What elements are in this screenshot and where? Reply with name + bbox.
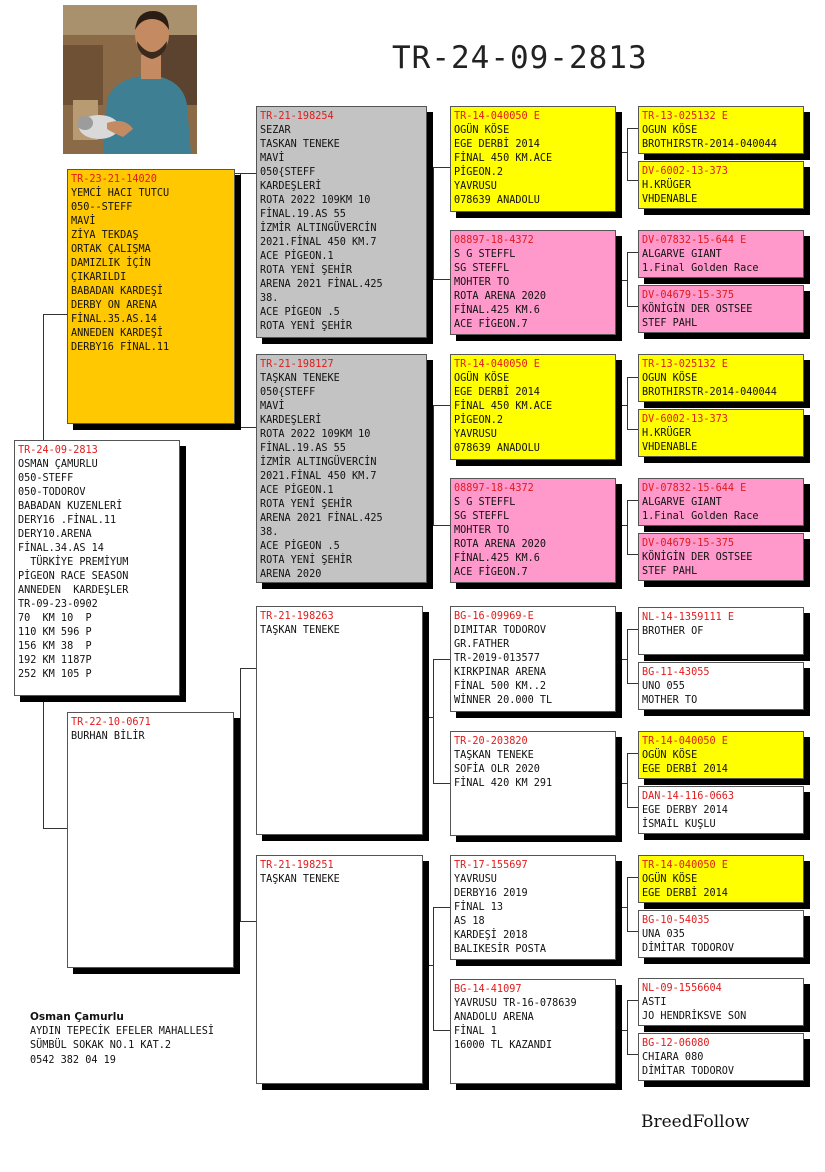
card-detail-line: KÖNİGİN DER OSTSEE	[642, 304, 753, 315]
card-detail-line: OGÜN KÖSE	[642, 874, 698, 885]
card-detail-line: OGUN KÖSE	[642, 125, 698, 136]
ring-number: BG-10-54035	[642, 915, 710, 926]
card-detail-line: ANNEDEN KARDEŞİ	[71, 328, 164, 339]
card-detail-line: ORTAK ÇALIŞMA	[71, 244, 151, 255]
ring-number: DV-04679-15-375	[642, 290, 735, 301]
card-detail-line: EGE DERBİ 2014	[454, 387, 540, 398]
card-detail-line: 2021.FİNAL 450 KM.7	[260, 471, 377, 482]
pedigree-card-dss[interactable]	[450, 606, 616, 712]
owner-photo-illustration	[63, 5, 197, 154]
ring-number: DAN-14-116-0663	[642, 791, 735, 802]
card-detail-line: SOFİA OLR 2020	[454, 764, 540, 775]
pedigree-card-dds[interactable]	[450, 855, 616, 960]
card-detail-line: DIMITAR TODOROV	[454, 625, 547, 636]
card-detail-line: TASKAN TENEKE	[260, 139, 340, 150]
card-detail-line: DERY10.ARENA	[18, 529, 92, 540]
card-detail-line: STEF PAHL	[642, 318, 698, 329]
card-detail-line: TAŞKAN TENEKE	[260, 625, 340, 636]
pedigree-card-sire-sire[interactable]	[256, 106, 427, 338]
card-detail-line: UNA 035	[642, 929, 685, 940]
card-detail-line: PİGEON.2	[454, 167, 504, 178]
card-detail-line: ÇIKARILDI	[71, 272, 127, 283]
card-detail-line: BROTHIRSTR-2014-040044	[642, 387, 777, 398]
card-detail-line: BROTHIRSTR-2014-040044	[642, 139, 777, 150]
card-detail-line: DERBY16 FİNAL.11	[71, 342, 170, 353]
card-detail-line: ANNEDEN KARDEŞLER	[18, 585, 129, 596]
owner-address-line-2: SÜMBÜL SOKAK NO.1 KAT.2	[30, 1040, 172, 1051]
pedigree-card-dsd[interactable]	[450, 731, 616, 836]
card-detail-line: 156 KM 38 P	[18, 641, 92, 652]
card-detail-line: OSMAN ÇAMURLU	[18, 459, 98, 470]
card-detail-line: 70 KM 10 P	[18, 613, 92, 624]
pedigree-card-sdss[interactable]	[638, 354, 804, 402]
ring-number: 08897-18-4372	[454, 483, 534, 494]
card-detail-line: ACE PİGEON.1	[260, 251, 334, 262]
card-detail-line: ROTA 2022 109KM 10	[260, 429, 371, 440]
card-detail-line: OGÜN KÖSE	[454, 373, 510, 384]
card-detail-line: YAVRUSU	[454, 429, 497, 440]
card-detail-line: KIRKPINAR ARENA	[454, 667, 547, 678]
ring-number: TR-13-025132 E	[642, 111, 728, 122]
pedigree-card-ddsd[interactable]	[638, 910, 804, 958]
pedigree-card-dam-dam[interactable]	[256, 855, 423, 1084]
card-detail-line: İZMİR ALTINGÜVERCİN	[260, 457, 377, 468]
owner-photo	[63, 5, 197, 154]
ring-number: 08897-18-4372	[454, 235, 534, 246]
card-detail-line: UNO 055	[642, 681, 685, 692]
pedigree-card-sds[interactable]	[450, 354, 616, 460]
card-detail-line: EGE DERBİ 2014	[642, 764, 728, 775]
owner-address-line-1: AYDIN TEPECİK EFELER MAHALLESİ	[30, 1025, 215, 1037]
ring-number: NL-09-1556604	[642, 983, 722, 994]
card-detail-line: GR.FATHER	[454, 639, 510, 650]
pedigree-card-ssds[interactable]	[638, 230, 804, 278]
pedigree-card-dssd[interactable]	[638, 662, 804, 710]
card-detail-line: DERBY16 2019	[454, 888, 528, 899]
card-detail-line: S G STEFFL	[454, 497, 516, 508]
card-detail-line: 050{STEFF	[260, 387, 316, 398]
card-detail-line: ALGARVE GIANT	[642, 249, 722, 260]
card-detail-line: FİNAL 500 KM..2	[454, 681, 547, 692]
card-detail-line: OGÜN KÖSE	[454, 125, 510, 136]
card-detail-line: FİNAL.34.AS 14	[18, 543, 104, 554]
card-detail-line: TR-09-23-0902	[18, 599, 98, 610]
card-detail-line: BROTHER OF	[642, 626, 704, 637]
card-detail-line: ARENA 2021 FİNAL.425	[260, 513, 383, 524]
ring-number: TR-14-040050 E	[642, 736, 728, 747]
card-detail-line: AS 18	[454, 916, 485, 927]
card-detail-line: FİNAL.19.AS 55	[260, 443, 346, 454]
card-detail-line: FİNAL.425 KM.6	[454, 305, 540, 316]
pedigree-card-dsds[interactable]	[638, 731, 804, 779]
card-detail-line: FİNAL.425 KM.6	[454, 553, 540, 564]
pedigree-card-ssdd[interactable]	[638, 285, 804, 333]
card-detail-line: ASTI	[642, 997, 667, 1008]
card-detail-line: BABADAN KUZENLERİ	[18, 501, 123, 512]
ring-number: TR-14-040050 E	[454, 111, 540, 122]
card-detail-line: İZMİR ALTINGÜVERCİN	[260, 223, 377, 234]
card-detail-line: OGÜN KÖSE	[642, 750, 698, 761]
card-detail-line: ROTA YENİ ŞEHİR	[260, 555, 353, 566]
card-detail-line: MOHTER TO	[454, 277, 510, 288]
card-detail-line: WİNNER 20.000 TL	[454, 695, 553, 706]
ring-number: TR-14-040050 E	[642, 860, 728, 871]
card-detail-line: KARDEŞİ 2018	[454, 930, 528, 941]
card-detail-line: CHIARA 080	[642, 1052, 704, 1063]
card-detail-line: ROTA YENİ ŞEHİR	[260, 265, 353, 276]
card-detail-line: İSMAİL KUŞLU	[642, 819, 716, 830]
card-detail-line: ZİYA TEKDAŞ	[71, 230, 139, 241]
card-detail-line: FİNAL 450 KM.ACE	[454, 153, 553, 164]
card-detail-line: SG STEFFL	[454, 511, 510, 522]
ring-number: DV-07832-15-644 E	[642, 235, 747, 246]
card-detail-line: MAVİ	[71, 216, 96, 227]
card-detail-line: YAVRUSU	[454, 874, 497, 885]
card-detail-line: 078639 ANADOLU	[454, 443, 540, 454]
card-detail-line: ARENA 2021 FİNAL.425	[260, 279, 383, 290]
card-detail-line: S G STEFFL	[454, 249, 516, 260]
card-detail-line: VHDENABLE	[642, 442, 698, 453]
card-detail-line: 192 KM 1187P	[18, 655, 92, 666]
card-detail-line: PİGEON RACE SEASON	[18, 571, 129, 582]
card-detail-line: ROTA ARENA 2020	[454, 539, 547, 550]
ring-number: TR-21-198127	[260, 359, 334, 370]
card-detail-line: EGE DERBY 2014	[642, 805, 728, 816]
pedigree-card-sire-dam[interactable]	[256, 354, 427, 583]
card-detail-line: EGE DERBİ 2014	[642, 888, 728, 899]
card-detail-line: 2021.FİNAL 450 KM.7	[260, 237, 377, 248]
pedigree-card-sssd[interactable]	[638, 161, 804, 209]
ring-number: TR-21-198251	[260, 860, 334, 871]
ring-number: TR-20-203820	[454, 736, 528, 747]
card-detail-line: TAŞKAN TENEKE	[454, 750, 534, 761]
card-detail-line: FİNAL.19.AS 55	[260, 209, 346, 220]
card-detail-line: FİNAL 1	[454, 1026, 497, 1037]
card-detail-line: FİNAL 450 KM.ACE	[454, 401, 553, 412]
pedigree-card-ssss[interactable]	[638, 106, 804, 154]
card-detail-line: SG STEFFL	[454, 263, 510, 274]
pedigree-card-sdds[interactable]	[638, 478, 804, 526]
card-detail-line: BURHAN BİLİR	[71, 731, 145, 742]
card-detail-line: DERY16 .FİNAL.11	[18, 515, 117, 526]
card-detail-line: MOTHER TO	[642, 695, 698, 706]
card-detail-line: ACE FİGEON.7	[454, 567, 528, 578]
pedigree-card-sss[interactable]	[450, 106, 616, 212]
card-detail-line: YAVRUSU TR-16-078639	[454, 998, 577, 1009]
ring-number: TR-23-21-14020	[71, 174, 157, 185]
ring-number: TR-21-198254	[260, 111, 334, 122]
card-detail-line: 050-TODOROV	[18, 487, 86, 498]
card-detail-line: TAŞKAN TENEKE	[260, 373, 340, 384]
card-detail-line: 252 KM 105 P	[18, 669, 92, 680]
card-detail-line: MAVİ	[260, 401, 285, 412]
ring-number: BG-12-06080	[642, 1038, 710, 1049]
pedigree-card-ssd[interactable]	[450, 230, 616, 335]
card-detail-line: H.KRÜGER	[642, 428, 692, 439]
pedigree-card-ddss[interactable]	[638, 855, 804, 903]
card-detail-line: ROTA 2022 109KM 10	[260, 195, 371, 206]
card-detail-line: ANADOLU ARENA	[454, 1012, 534, 1023]
card-detail-line: ACE FİGEON.7	[454, 319, 528, 330]
pedigree-card-ddds[interactable]	[638, 978, 804, 1026]
card-detail-line: STEF PAHL	[642, 566, 698, 577]
card-detail-line: 078639 ANADOLU	[454, 195, 540, 206]
card-detail-line: ALGARVE GIANT	[642, 497, 722, 508]
card-detail-line: KARDEŞLERİ	[260, 415, 322, 426]
ring-number: TR-24-09-2813	[18, 445, 98, 456]
owner-name: Osman Çamurlu	[30, 1011, 124, 1023]
card-detail-line: ROTA ARENA 2020	[454, 291, 547, 302]
card-detail-line: FİNAL.35.AS.14	[71, 314, 157, 325]
pedigree-card-sddd[interactable]	[638, 533, 804, 581]
owner-info	[30, 1010, 214, 1068]
card-detail-line: KÖNİGİN DER OSTSEE	[642, 552, 753, 563]
card-detail-line: 38.	[260, 293, 279, 304]
ring-number: BG-14-41097	[454, 984, 522, 995]
pedigree-card-dsdd[interactable]	[638, 786, 804, 834]
card-detail-line: MOHTER TO	[454, 525, 510, 536]
card-detail-line: ARENA 2020	[260, 569, 322, 580]
brand-logo-text: BreedFollow	[641, 1112, 750, 1132]
ring-number: DV-07832-15-644 E	[642, 483, 747, 494]
page-title: TR-24-09-2813	[392, 40, 648, 76]
card-detail-line: 38.	[260, 527, 279, 538]
card-detail-line: DİMİTAR TODOROV	[642, 943, 735, 954]
ring-number: DV-6002-13-373	[642, 166, 728, 177]
card-detail-line: VHDENABLE	[642, 194, 698, 205]
card-detail-line: 1.Final Golden Race	[642, 511, 759, 522]
card-detail-line: YAVRUSU	[454, 181, 497, 192]
card-detail-line: ACE PİGEON.1	[260, 485, 334, 496]
ring-number: DV-6002-13-373	[642, 414, 728, 425]
ring-number: TR-13-025132 E	[642, 359, 728, 370]
card-detail-line: ROTA YENİ ŞEHİR	[260, 499, 353, 510]
card-detail-line: TR-2019-013577	[454, 653, 540, 664]
card-detail-line: BALIKESİR POSTA	[454, 944, 547, 955]
ring-number: TR-14-040050 E	[454, 359, 540, 370]
card-detail-line: YEMCİ HACI TUTCU	[71, 188, 170, 199]
pedigree-card-ddd[interactable]	[450, 979, 616, 1084]
pedigree-card-dsss[interactable]	[638, 607, 804, 655]
ring-number: TR-17-155697	[454, 860, 528, 871]
card-detail-line: OGUN KÖSE	[642, 373, 698, 384]
card-detail-line: DERBY ON ARENA	[71, 300, 157, 311]
card-detail-line: 16000 TL KAZANDI	[454, 1040, 553, 1051]
card-detail-line: TAŞKAN TENEKE	[260, 874, 340, 885]
card-detail-line: MAVİ	[260, 153, 285, 164]
card-detail-line: DAMIZLIK İÇİN	[71, 258, 151, 269]
card-detail-line: 050{STEFF	[260, 167, 316, 178]
card-detail-line: ACE PİGEON .5	[260, 541, 340, 552]
owner-phone: 0542 382 04 19	[30, 1054, 116, 1066]
ring-number: BG-11-43055	[642, 667, 710, 678]
card-detail-line: 1.Final Golden Race	[642, 263, 759, 274]
pedigree-card-sire[interactable]	[67, 169, 235, 424]
pedigree-card-dddd[interactable]	[638, 1033, 804, 1081]
card-detail-line: FİNAL 13	[454, 902, 504, 913]
ring-number: BG-16-09969-E	[454, 611, 534, 622]
ring-number: TR-22-10-0671	[71, 717, 151, 728]
pedigree-card-subject[interactable]	[14, 440, 180, 696]
card-detail-line: DİMİTAR TODOROV	[642, 1066, 735, 1077]
card-detail-line: JO HENDRİKSVE SON	[642, 1011, 747, 1022]
card-detail-line: KARDEŞLERİ	[260, 181, 322, 192]
pedigree-card-dam-sire[interactable]	[256, 606, 423, 835]
card-detail-line: SEZAR	[260, 125, 291, 136]
ring-number: TR-21-198263	[260, 611, 334, 622]
ring-number: DV-04679-15-375	[642, 538, 735, 549]
card-detail-line: 050-STEFF	[18, 473, 74, 484]
pedigree-card-dam[interactable]	[67, 712, 234, 968]
ring-number: NL-14-1359111 E	[642, 612, 735, 623]
pedigree-card-sdsd[interactable]	[638, 409, 804, 457]
card-detail-line: TÜRKİYE PREMİYUM	[18, 557, 129, 568]
card-detail-line: 110 KM 596 P	[18, 627, 92, 638]
card-detail-line: BABADAN KARDEŞİ	[71, 286, 164, 297]
card-detail-line: FİNAL 420 KM 291	[454, 778, 553, 789]
card-detail-line: 050--STEFF	[71, 202, 133, 213]
card-detail-line: ACE PİGEON .5	[260, 307, 340, 318]
pedigree-card-sdd[interactable]	[450, 478, 616, 583]
card-detail-line: ROTA YENİ ŞEHİR	[260, 321, 353, 332]
card-detail-line: PİGEON.2	[454, 415, 504, 426]
card-detail-line: H.KRÜGER	[642, 180, 692, 191]
card-detail-line: EGE DERBİ 2014	[454, 139, 540, 150]
